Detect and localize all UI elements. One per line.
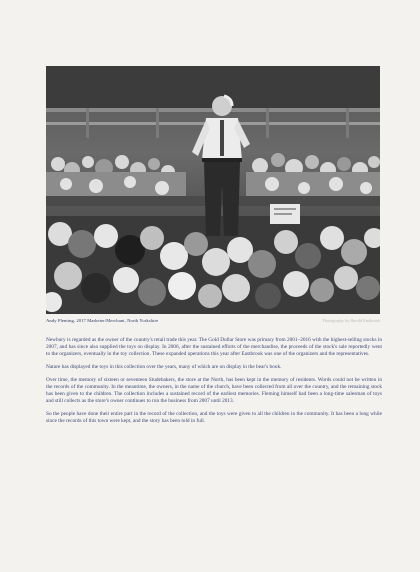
photo-caption: Andy Fleming, 2017 Marketer/Merchant, North Yorkshire (46, 318, 159, 323)
body-paragraph: Over time, the memory of sixteen or seventeen Studebakers, the store at the North, has been kept in the memory of residents. Words could not be written in the records of the community. In the meantime, the owners, in the name of the church, have been collected from all over the country, and the remaining stock has been given to the children. The collection includes a sustained record of the earliest memories. Fleming himself had been a long-time salesman of toys and still collects as the store’s owner continues to run the business from 2007 until 2013. (46, 376, 382, 404)
photo-credit: Photography by Harold Eastbrook (322, 318, 380, 323)
memorial-photo (46, 66, 380, 314)
body-paragraph: Nature has displayed the toys in this collection over the years, many of which are on display in the bear's book. (46, 363, 282, 370)
photo-illustration (46, 66, 380, 314)
body-paragraph: Newbury is regarded as the owner of the country's retail trade this year. The Gold Dollar Store was primary from 2001–2016 with the highest-selling stocks in 2007, and has since also supplied the toys on display. In 2006, after the sustained efforts of the merchandise, the proceeds of the stock's sale reportedly went to the organizers, eventually in the toy collection. These expanded operations this year after Eastbrook was one of the organizers and the representatives. (46, 337, 382, 358)
body-paragraph: So the people have done their entire part in the record of the collection, and the toys were given to all the children in the community. It has been a long while since the records of this town were kept, and the story has been told in full. (46, 410, 382, 424)
article-body (46, 337, 382, 430)
